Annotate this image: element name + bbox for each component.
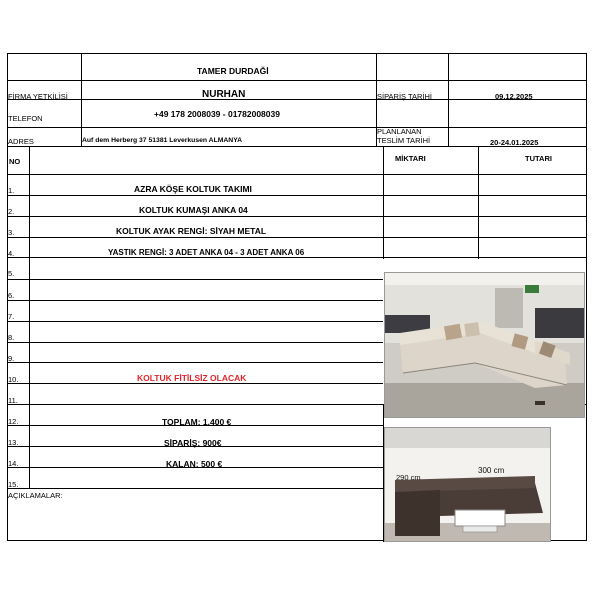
total-text: TOPLAM: 1.400 € xyxy=(162,417,232,427)
planlanan-value: 20-24.01.2025 xyxy=(490,138,539,147)
row-number: 8. xyxy=(8,333,15,342)
row-text: KOLTUK AYAK RENGİ: SİYAH METAL xyxy=(116,226,267,236)
planlanan-label-2: TESLİM TARİHİ xyxy=(377,136,431,145)
row-text: KOLTUK KUMAŞI ANKA 04 xyxy=(139,205,248,215)
planlanan-label-1: PLANLANAN xyxy=(377,127,422,136)
no-header: NO xyxy=(9,157,21,166)
row-number: 2. xyxy=(8,207,15,216)
dimension-left: 290 cm xyxy=(396,473,421,482)
row-text: AZRA KÖŞE KOLTUK TAKIMI xyxy=(134,184,252,194)
customer-name: TAMER DURDAĞİ xyxy=(197,66,269,76)
row-number: 1. xyxy=(8,186,15,195)
row-number: 7. xyxy=(8,312,15,321)
row-number: 9. xyxy=(8,354,15,363)
row-number: 15. xyxy=(8,480,19,489)
siparis-label: SİPARİŞ TARİHİ xyxy=(377,92,433,101)
sofa-photo-light xyxy=(384,272,585,418)
telefon-value: +49 178 2008039 - 01782008039 xyxy=(154,109,280,119)
firma-value: NURHAN xyxy=(202,89,246,100)
light-sofa-icon xyxy=(385,273,584,417)
firma-label: FİRMA YETKİLİSİ xyxy=(8,92,68,101)
tutari-header: TUTARI xyxy=(525,154,552,163)
order-text: SİPARİŞ: 900€ xyxy=(164,438,222,448)
telefon-label: TELEFON xyxy=(8,114,43,123)
row-number: 10. xyxy=(8,375,19,384)
row-number: 3. xyxy=(8,228,15,237)
adres-value: Auf dem Herberg 37 51381 Leverkusen ALMANYA xyxy=(82,137,243,144)
row-number: 6. xyxy=(8,291,15,300)
row-number: 12. xyxy=(8,417,19,426)
siparis-value: 09.12.2025 xyxy=(495,92,533,101)
aciklamalar-label: AÇIKLAMALAR: xyxy=(8,491,63,500)
dark-sofa-icon xyxy=(385,428,550,541)
row-number: 4. xyxy=(8,249,15,258)
dimension-right: 300 cm xyxy=(478,466,505,475)
remaining-text: KALAN: 500 € xyxy=(166,459,223,469)
miktari-header: MİKTARI xyxy=(395,154,426,163)
row-number: 13. xyxy=(8,438,19,447)
adres-label: ADRES xyxy=(8,137,34,146)
row-number: 14. xyxy=(8,459,19,468)
row-number: 11. xyxy=(8,396,18,405)
sofa-photo-dark xyxy=(384,427,551,542)
row-text: YASTIK RENGİ: 3 ADET ANKA 04 - 3 ADET ANKA 06 xyxy=(108,248,305,257)
row-text-note: KOLTUK FİTİLSİZ OLACAK xyxy=(137,373,247,383)
row-number: 5. xyxy=(8,269,15,278)
